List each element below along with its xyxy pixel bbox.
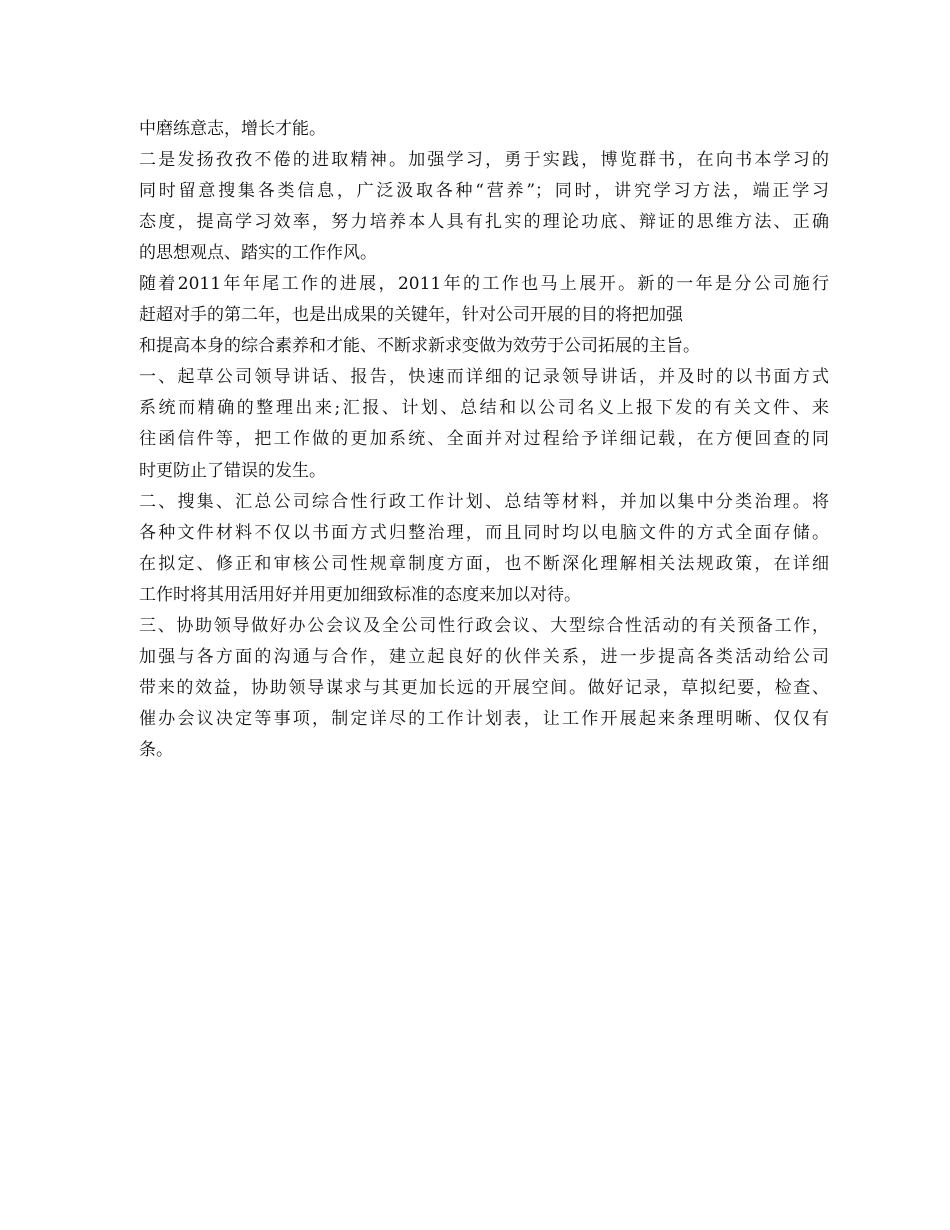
text-line: 系统而精确的整理出来;汇报、计划、总结和以公司名义上报下发的有关文件、来 — [139, 398, 829, 419]
text-line: 中磨练意志，增长才能。 — [139, 119, 326, 139]
text-line: 各种文件材料不仅以书面方式归整治理，而且同时均以电脑文件的方式全面存储。 — [139, 522, 829, 543]
text-line: 条。 — [139, 739, 173, 760]
text-line: 二、搜集、汇总公司综合性行政工作计划、总结等材料，并加以集中分类治理。将 — [139, 491, 829, 512]
text-line: 在拟定、修正和审核公司性规章制度方面，也不断深化理解相关法规政策，在详细 — [139, 553, 829, 574]
text-line: 催办会议决定等事项，制定详尽的工作计划表，让工作开展起来条理明晰、仅仅有 — [139, 708, 829, 729]
text-line: 赶超对手的第二年，也是出成果的关键年，针对公司开展的目的将把加强 — [139, 305, 683, 326]
text-line: 和提高本身的综合素养和才能、不断求新求变做为效劳于公司拓展的主旨。 — [139, 336, 700, 357]
text-line: 往函信件等，把工作做的更加系统、全面并对过程给予详细记载，在方便回查的同 — [139, 429, 829, 450]
text-line: 时更防止了错误的发生。 — [139, 460, 326, 481]
text-line: 一、起草公司领导讲话、报告，快速而详细的记录领导讲话，并及时的以书面方式 — [139, 367, 829, 388]
text-line: 工作时将其用活用好并用更加细致标准的态度来加以对待。 — [139, 584, 581, 605]
text-line: 同时留意搜集各类信息，广泛汲取各种“营养”；同时，讲究学习方法，端正学习 — [139, 181, 829, 202]
text-line: 加强与各方面的沟通与合作，建立起良好的伙伴关系，进一步提高各类活动给公司 — [139, 646, 829, 667]
text-line: 的思想观点、踏实的工作作风。 — [139, 243, 377, 264]
text-line: 带来的效益，协助领导谋求与其更加长远的开展空间。做好记录，草拟纪要，检查、 — [139, 677, 829, 698]
text-line: 随着2011年年尾工作的进展，2011年的工作也马上展开。新的一年是分公司施行 — [139, 274, 829, 295]
text-line: 二是发扬孜孜不倦的进取精神。加强学习，勇于实践，博览群书，在向书本学习的 — [139, 150, 829, 171]
document-body — [139, 114, 829, 766]
text-line: 三、协助领导做好办公会议及全公司性行政会议、大型综合性活动的有关预备工作， — [139, 615, 829, 636]
text-line: 态度，提高学习效率，努力培养本人具有扎实的理论功底、辩证的思维方法、正确 — [139, 212, 829, 233]
